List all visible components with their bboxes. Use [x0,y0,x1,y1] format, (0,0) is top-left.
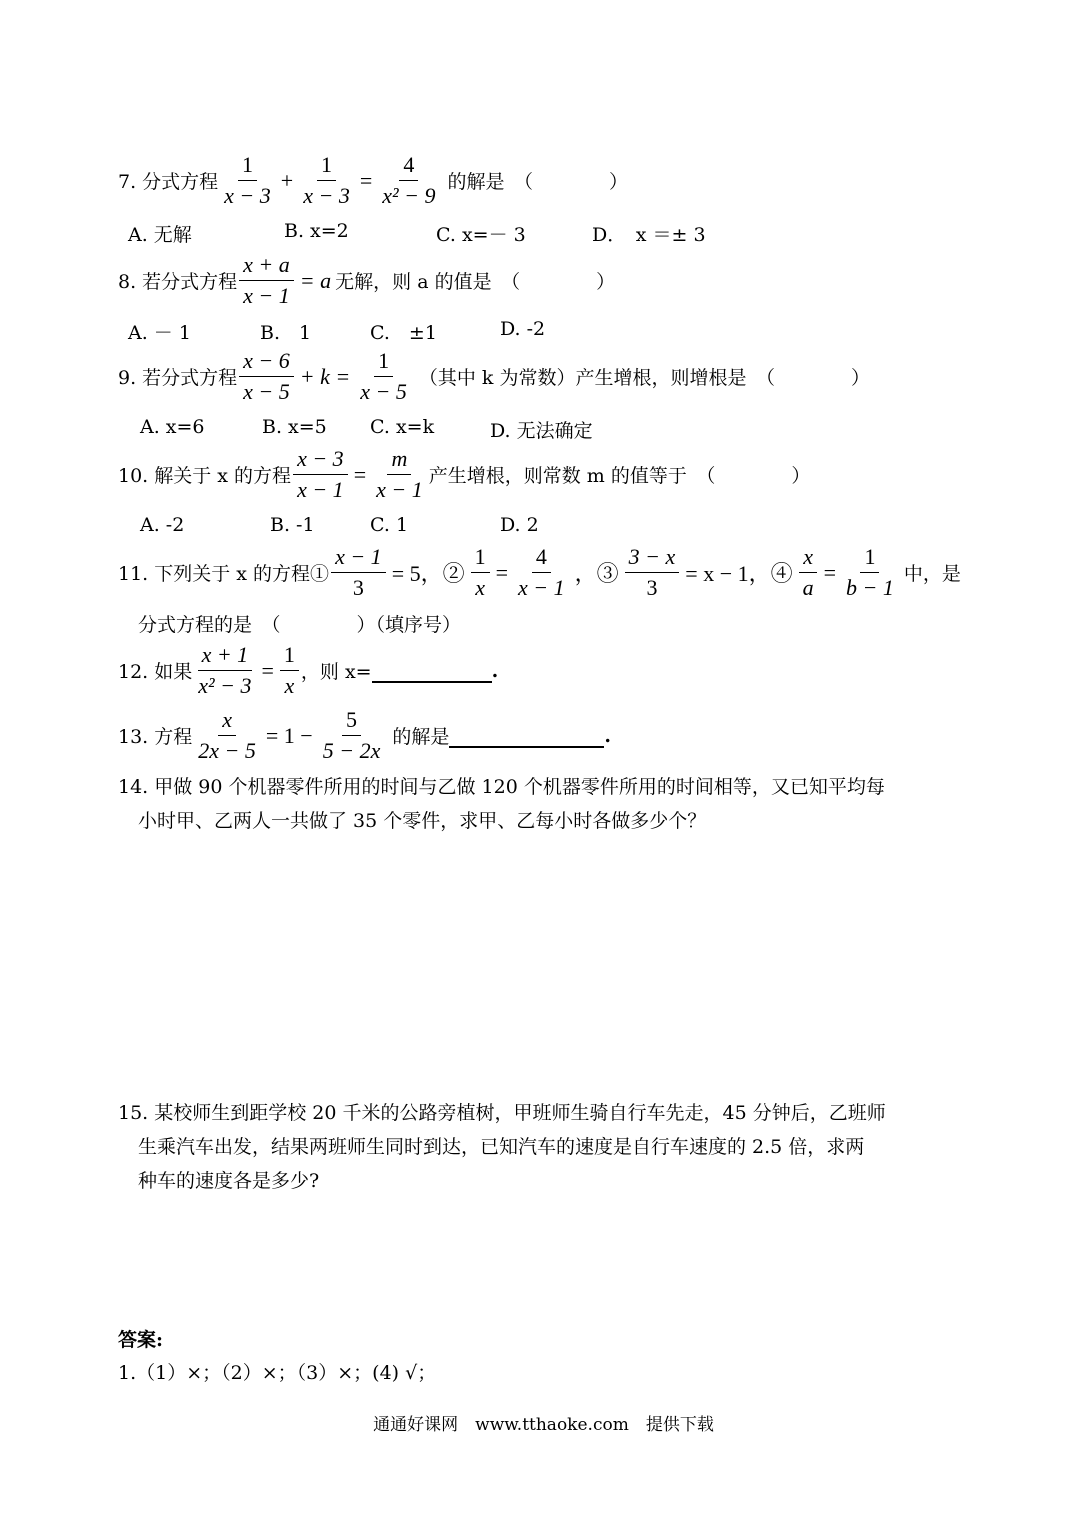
q8-option-d: D. -2 [500,318,546,340]
q12-fraction-1: $\frac{x + 1}{\text{x² − 3}}$ [198,642,252,698]
q7-suffix: 的解是 （ ） [447,171,628,193]
question-8: 8. 若分式方程 $\frac{x + a}{x - 1}$ = a 无解，则 a 的值是 （ ） [118,250,615,311]
question-15-line-3: 种车的速度各是多少? [138,1170,320,1192]
question-9: 9. 若分式方程 $\frac{x - 6}{x - 5}$ + k = $\frac{1}{x - 5}$ （其中 k 为常数）产生增根，则增根是 （ ） [118,346,870,407]
question-12: 12. 如果 $\frac{x + 1}{\text{x² − 3}}$ = $\frac{1}{x}$ ，则 x= . [118,640,498,701]
question-10: 10. 解关于 x 的方程 $\frac{x - 3}{x - 1}$ = $\frac{m}{x - 1}$ 产生增根，则常数 m 的值等于 （ ） [118,444,810,505]
q10-fraction-1: $\frac{x - 3}{x - 1}$ [293,444,348,505]
question-13: 13. 方程 $\frac{x}{2x - 5}$ = 1 − $\frac{5}{5 - 2x}$ 的解是 . [118,705,611,766]
q8-suffix: 无解，则 a 的值是 （ ） [335,271,616,293]
question-7: 7. 分式方程 $\frac{1}{x - 3}$ + $\frac{1}{x - 3}$ = $\frac{4}{\text{x² − 9}}$ 的解是 （ ） [118,150,628,211]
q8-option-b: B. 1 [260,322,312,344]
question-15-line-2: 生乘汽车出发，结果两班师生同时到达，已知汽车的速度是自行车速度的 2.5 倍，求两 [138,1136,865,1158]
q7-option-a: A. 无解 [128,224,192,246]
q9-fraction-1: $\frac{x - 6}{x - 5}$ [239,346,294,407]
q8-option-a: A. － 1 [128,322,191,344]
q11-fraction-5: $\frac{x}{a}$ [799,542,818,603]
q8-prefix: 8. 若分式方程 [118,271,238,293]
q11-fraction-4: $\frac{3 - x}{3}$ [625,542,680,603]
question-14-line-2: 小时甲、乙两人一共做了 35 个零件，求甲、乙每小时各做多少个？ [138,810,707,832]
q13-fraction-1: $\frac{x}{2x - 5}$ [198,707,256,763]
q7-fraction-3: $\frac{4}{\text{x² − 9}}$ [382,152,436,208]
answers-heading: 答案: [118,1329,164,1351]
q10-suffix: 产生增根，则常数 m 的值等于 （ ） [428,465,811,487]
q10-option-b: B. -1 [270,514,315,536]
q10-option-a: A. -2 [140,514,185,536]
q10-option-d: D. 2 [500,514,539,536]
q11-fraction-2: $\frac{1}{x}$ [471,542,490,603]
question-15-line-1: 15. 某校师生到距学校 20 千米的公路旁植树，甲班师生骑自行车先走，45 分钟后，乙班师 [118,1102,886,1124]
q7-fraction-2: $\frac{1}{x - 3}$ [303,152,350,208]
q10-fraction-2: $\frac{m}{x - 1}$ [376,446,423,502]
question-14-line-1: 14. 甲做 90 个机器零件所用的时间与乙做 120 个机器零件所用的时间相等，又已知平均每 [118,776,885,798]
q11-prefix: 11. 下列关于 x 的方程① [118,563,330,585]
q9-prefix: 9. 若分式方程 [118,367,238,389]
q11-fraction-3: $\frac{4}{x - 1}$ [518,544,565,600]
q12-fraction-2: $\frac{1}{x}$ [280,640,299,701]
q7-prefix: 7. 分式方程 [118,171,219,193]
q9-fraction-2: $\frac{1}{x - 5}$ [360,348,407,404]
q12-answer-blank[interactable] [372,659,492,683]
q9-option-c: C. x=k [370,416,435,438]
q9-option-d: D. 无法确定 [490,420,593,442]
q10-prefix: 10. 解关于 x 的方程 [118,465,292,487]
q7-option-c: C. x=－ 3 [436,224,526,246]
q7-option-b: B. x=2 [284,220,349,242]
q11-fraction-6: $\frac{1}{b - 1}$ [846,544,894,600]
question-11: 11. 下列关于 x 的方程① $\frac{x - 1}{3}$ = 5，② $\frac{1}{x}$ = $\frac{4}{x - 1}$ ，③ $\frac{3 - x}{3}$ = x − 1，④ $\frac{x}{a}$ = $\frac{1}{b - 1}$ 中，是 [118,542,961,603]
q13-answer-blank[interactable] [449,724,604,748]
q11-line-2: 分式方程的是 （ ）（填序号） [138,614,462,636]
q9-option-a: A. x=6 [140,416,205,438]
page-footer: 通通好课网 www.tthaoke.com 提供下载 [373,1415,714,1435]
q13-prefix: 13. 方程 [118,726,193,748]
q7-option-d: D． x ＝± 3 [592,224,706,246]
q13-fraction-2: $\frac{5}{5 - 2x}$ [322,707,381,763]
q11-fraction-1: $\frac{x - 1}{3}$ [331,542,386,603]
q10-option-c: C. 1 [370,514,409,536]
q9-suffix: （其中 k 为常数）产生增根，则增根是 （ ） [418,367,870,389]
q7-fraction-1: $\frac{1}{x - 3}$ [224,152,271,208]
q12-prefix: 12. 如果 [118,661,193,683]
q9-option-b: B. x=5 [262,416,327,438]
q8-option-c: C. ±1 [370,322,437,344]
q8-fraction-1: $\frac{x + a}{x - 1}$ [239,250,294,311]
answer-1: 1.（1）×；（2）×；（3）×；(4) √； [118,1362,437,1384]
